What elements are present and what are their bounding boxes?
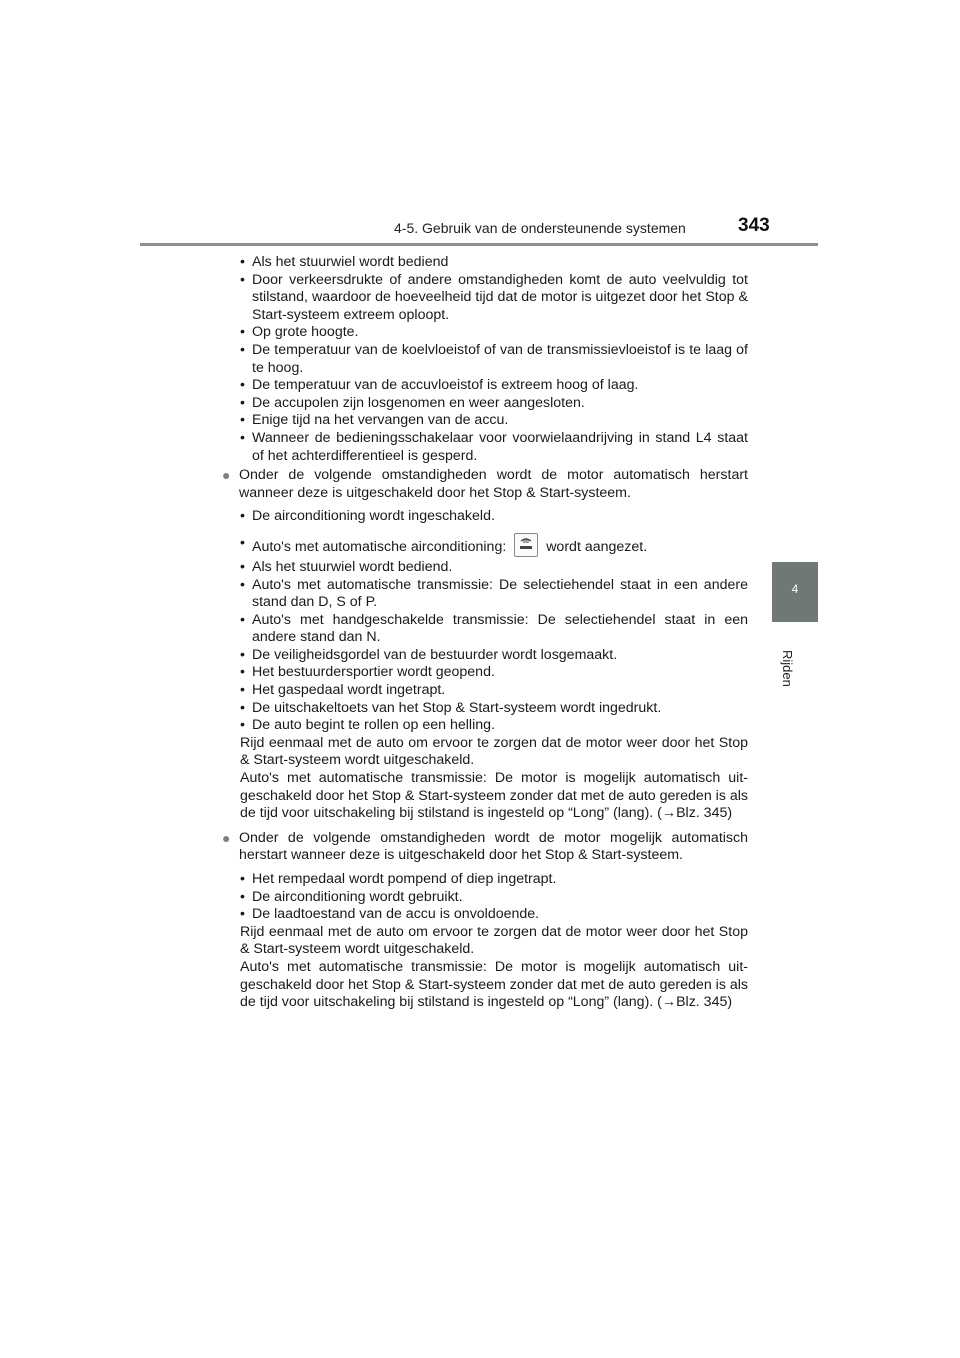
possible-restart-list <box>240 871 748 924</box>
possible-restart-point <box>222 830 748 865</box>
condition-list <box>240 254 748 465</box>
restart-point <box>222 467 748 502</box>
chapter-label: Rijden <box>780 650 795 687</box>
header-rule <box>140 243 818 246</box>
list-item: • De laadtoestand van de accu is onvoldoende. <box>240 906 748 924</box>
filled-circle-bullet-icon: ● <box>222 829 231 846</box>
list-item: • Het rempedaal wordt pompend of diep ingetrapt. <box>240 871 748 889</box>
list-item: • Wanneer de bedieningsschakelaar voor voorwielaandrijving in stand L4 staat of het achterdifferentieel is gesperd. <box>240 430 748 465</box>
list-item: • Auto's met automatische transmissie: De selectiehendel staat in een andere stand dan D, S of P. <box>240 577 748 612</box>
list-item <box>240 535 748 559</box>
restart-point-text: Onder de volgende omstandigheden wordt de motor automatisch herstart wanneer deze is uitgeschakeld door het Stop & Start-systeem. <box>239 467 748 501</box>
list-item: • Het bestuurdersportier wordt geopend. <box>240 664 748 682</box>
restart-list <box>240 508 748 735</box>
filled-circle-bullet-icon: ● <box>222 467 231 484</box>
note-paragraph: Rijd eenmaal met de auto om ervoor te zorgen dat de motor weer door het Stop & Start-systeem wordt uitgeschakeld. <box>240 923 748 958</box>
list-item-text-after: wordt aangezet. <box>546 538 648 555</box>
list-item: • De airconditioning wordt gebruikt. <box>240 889 748 907</box>
list-item: • De airconditioning wordt ingeschakeld. <box>240 508 748 526</box>
list-item: • De uitschakeltoets van het Stop & Start-systeem wordt ingedrukt. <box>240 700 748 718</box>
chapter-tab <box>772 562 818 622</box>
page-content <box>222 254 748 1012</box>
list-item: • Auto's met handgeschakelde transmissie: De selectiehendel staat in een andere stand dan N. <box>240 612 748 647</box>
note-paragraph: Auto's met automatische transmissie: De motor is mogelijk automatisch uit-geschakeld door het Stop & Start-systeem zonder dat met de auto gereden is als de tijd voor uitschakeling bij stilstand is ingesteld op “Long” (lang). (→Blz. 345) <box>240 958 748 1011</box>
list-item: • Als het stuurwiel wordt bediend <box>240 254 748 272</box>
list-item: • Op grote hoogte. <box>240 324 748 342</box>
list-item: • De accupolen zijn losgenomen en weer aangesloten. <box>240 395 748 413</box>
list-item: • De temperatuur van de accuvloeistof is extreem hoog of laag. <box>240 377 748 395</box>
list-item: • Door verkeersdrukte of andere omstandigheden komt de auto veelvuldig tot stilstand, waardoor de hoeveelheid tijd dat de motor is uitgezet door het Stop & Start-systeem extreem oploopt. <box>240 272 748 325</box>
note-paragraph: Auto's met automatische transmissie: De motor is mogelijk automatisch uit-geschakeld door het Stop & Start-systeem zonder dat met de auto gereden is als de tijd voor uitschakeling bij stilstand is ingesteld op “Long” (lang). (→Blz. 345) <box>240 770 748 822</box>
list-item: • Enige tijd na het vervangen van de accu. <box>240 412 748 430</box>
list-item: • De veiligheidsgordel van de bestuurder wordt losgemaakt. <box>240 647 748 665</box>
list-item: • De temperatuur van de koelvloeistof of van de transmissievloeistof is te laag of te hoog. <box>240 342 748 377</box>
list-item: • Als het stuurwiel wordt bediend. <box>240 559 748 577</box>
chapter-number: 4 <box>791 582 799 596</box>
page-number: 343 <box>738 215 770 236</box>
section-title: 4-5. Gebruik van de ondersteunende systemen <box>394 220 686 236</box>
possible-restart-point-text: Onder de volgende omstandigheden wordt de motor mogelijk automatisch herstart wanneer deze is uitgeschakeld door het Stop & Start-systeem. <box>239 829 748 864</box>
list-item: • Het gaspedaal wordt ingetrapt. <box>240 682 748 700</box>
list-item: • De auto begint te rollen op een helling. <box>240 717 748 735</box>
list-item-text-before: Auto's met automatische airconditioning: <box>252 538 507 555</box>
front-defroster-button-icon <box>514 533 538 557</box>
note-paragraph: Rijd eenmaal met de auto om ervoor te zorgen dat de motor weer door het Stop & Start-systeem wordt uitgeschakeld. <box>240 734 748 769</box>
